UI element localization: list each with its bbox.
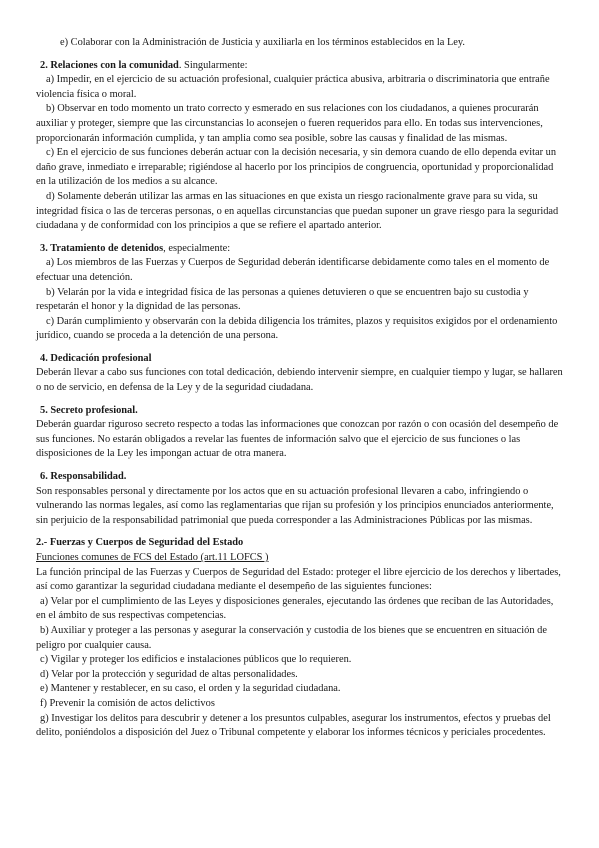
section-heading: 6. Responsabilidad.: [40, 471, 127, 483]
fcs-item-g: g) Investigar los delitos para descubrir y detener a los presuntos culpables, asegurar los instrumentos, efectos y pruebas del delito, poniéndolos a disposición del Juez o Tribunal competente y elaborar los informes técnicos y periciales procedentes.: [36, 712, 551, 739]
fcs-item-e: e) Mantener y restablecer, en su caso, el orden y la seguridad ciudadana.: [40, 683, 341, 695]
fcs-item-a: a) Velar por el cumplimiento de las Leyes y disposiciones generales, ejecutando las órdenes que reciban de las Autoridades, en el ámbito de sus respectivas competencias.: [36, 595, 554, 622]
fcs-item-f: f) Prevenir la comisión de actos delictivos: [40, 697, 215, 709]
chapter-heading-fcs: 2.- Fuerzas y Cuerpos de Seguridad del Estado: [36, 537, 244, 549]
section-secreto-body: Deberán guardar riguroso secreto respecto a todas las informaciones que conozcan por razón o con ocasión del desempeño de sus funciones. No estarán obligados a revelar las fuentes de información salvo que el ejercicio de sus funciones o las disposiciones de la Ley les impongan actuar de otra manera.: [36, 419, 559, 460]
section-secreto-heading: [36, 404, 563, 419]
item-b: b) Velarán por la vida e integridad física de las personas a quienes detuvieren o que se encuentren bajo su custodia y respetarán el honor y la dignidad de las personas.: [36, 286, 529, 313]
section-tratamiento-detenidos-heading: [36, 242, 563, 257]
section-heading: 3. Tratamiento de detenidos: [40, 242, 164, 254]
section-dedicacion-heading: [36, 352, 563, 367]
subheading-funciones-comunes: Funciones comunes de FCS del Estado (art.11 LOFCS ): [36, 552, 269, 563]
item-d: d) Solamente deberán utilizar las armas en las situaciones en que exista un riesgo racionalmente grave para su vida, su integridad física o las de terceras personas, o en aquellas circunstancias que puedan suponer un grave riesgo para la seguridad ciudadana y de conformidad con los principios a que se refiere el apartado anterior.: [36, 190, 559, 232]
section-heading: 2. Relaciones con la comunidad: [40, 59, 179, 71]
fcs-item-b: b) Auxiliar y proteger a las personas y asegurar la conservación y custodia de los bienes que se encuentren en situación de peligro por cualquier causa.: [36, 624, 547, 651]
section-responsabilidad-heading: [36, 470, 563, 485]
fcs-intro: La función principal de las Fuerzas y Cuerpos de Seguridad del Estado: proteger el libre ejercicio de los derechos y libertades, así como garantizar la seguridad ciudadana mediante el desempeño de las siguientes funciones:: [36, 566, 561, 593]
fcs-item-d: d) Velar por la protección y seguridad de altas personalidades.: [40, 668, 298, 680]
item-e-justicia: e) Colaborar con la Administración de Justicia y auxiliarla en los términos establecidos en la Ley.: [60, 37, 466, 48]
section-responsabilidad-body: Son responsables personal y directamente por los actos que en su actuación profesional llevaren a cabo, infringiendo o vulnerando las normas legales, así como las reglamentarias que rijan su profesión y los principios enunciados anteriormente, sin perjuicio de la responsabilidad patrimonial que pueda corresponder a las Administraciones Públicas por las mismas.: [36, 485, 554, 526]
section-heading: 4. Dedicación profesional: [40, 352, 152, 364]
item-a: a) Impedir, en el ejercicio de su actuación profesional, cualquier práctica abusiva, arbitraria o discriminatoria que entrañe violencia física o moral.: [36, 74, 550, 100]
fcs-item-c: c) Vigilar y proteger los edificios e instalaciones públicos que lo requieren.: [40, 654, 352, 666]
item-a: a) Los miembros de las Fuerzas y Cuerpos de Seguridad deberán identificarse debidamente como tales en el momento de efectuar una detención.: [36, 257, 550, 283]
section-heading-tail: . Singularmente:: [178, 59, 248, 71]
section-relaciones-comunidad-heading: [36, 59, 563, 74]
item-c: c) En el ejercicio de sus funciones deberán actuar con la decisión necesaria, y sin demora cuando de ello dependa evitar un daño grave, inmediato e irreparable; rigiéndose al hacerlo por los principios de congruencia, oportunidad y proporcionalidad en la utilización de los medios a su alcance.: [36, 147, 557, 188]
section-heading-tail: , especialmente:: [163, 242, 231, 254]
section-heading: 5. Secreto profesional.: [40, 404, 138, 416]
section-dedicacion-body: Deberán llevar a cabo sus funciones con total dedicación, debiendo intervenir siempre, en cualquier tiempo y lugar, se hallaren o no de servicio, en defensa de la Ley y de la seguridad ciudadana.: [36, 367, 563, 394]
item-c: c) Darán cumplimiento y observarán con la debida diligencia los trámites, plazos y requisitos exigidos por el ordenamiento jurídico, cuando se proceda a la detención de una persona.: [36, 315, 558, 342]
item-b: b) Observar en todo momento un trato correcto y esmerado en sus relaciones con los ciudadanos, a quienes procurarán auxiliar y proteger, siempre que las circunstancias lo aconsejen o fueren requeridos para ello. En todas sus intervenciones, proporcionarán información cumplida, y tan amplia como sea posible, sobre las causas y finalidad de las mismas.: [36, 103, 543, 144]
